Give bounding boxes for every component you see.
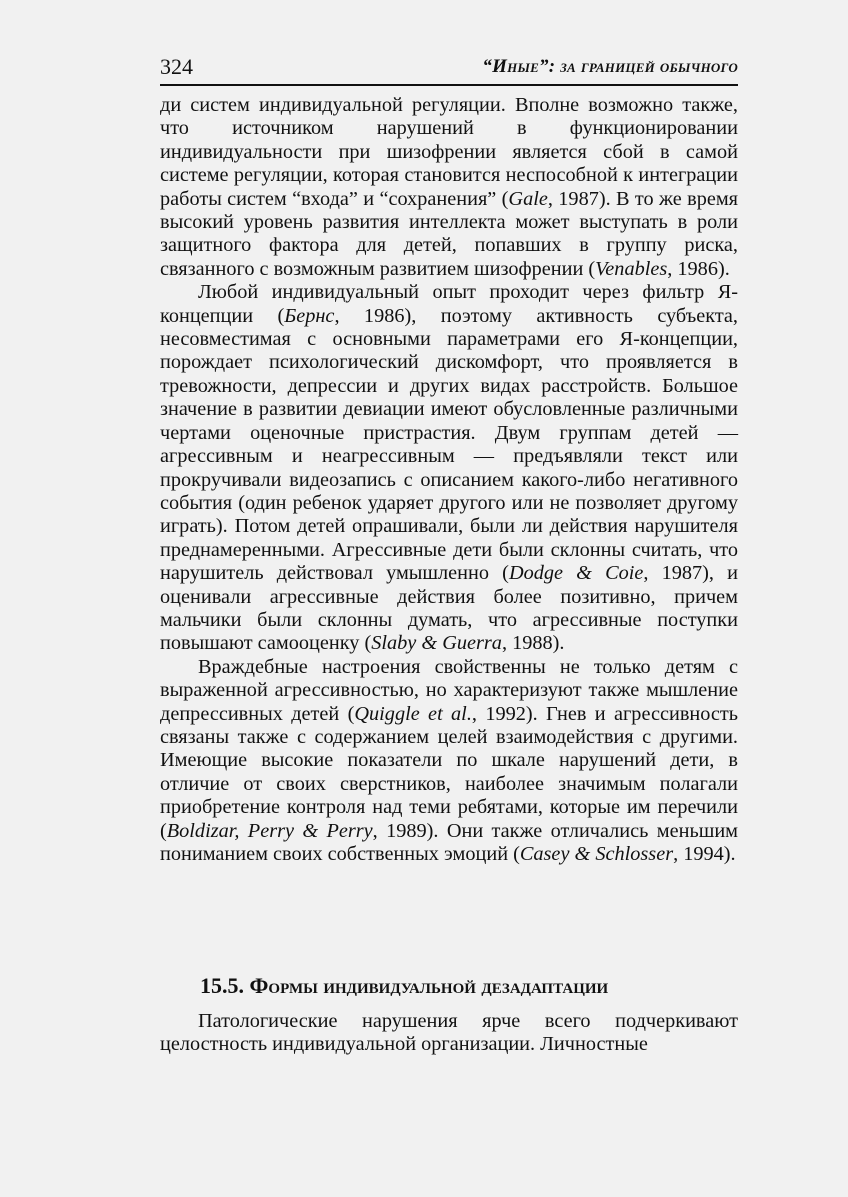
paragraph-1	[160, 94, 738, 281]
citation-author: Casey & Schlosser	[519, 843, 674, 865]
text-run: ди систем индивидуальной регуляции. Вполне возможно также, что источником нарушений в функционировании индивидуальности при шизофрении является сбой в самой системе регуляции, которая становится неспособной к интеграции работы систем “входа” и “сохранения” (	[160, 94, 738, 210]
citation-author: Dodge & Coie	[508, 562, 644, 585]
text-run: , 1994).	[673, 843, 736, 865]
paragraph-4: Патологические нарушения ярче всего подчеркивают целостность индивидуальной организации. Личностные	[160, 1010, 738, 1056]
citation-author: Бернс	[284, 304, 335, 327]
header-rule	[160, 84, 738, 86]
citation-author: Gale	[508, 187, 548, 210]
citation-author: Quiggle et al.	[354, 702, 472, 725]
text-run: Враждебные настроения свойственны не только детям с выраженной агрессивностью, но характеризуют также мышление депрессивных детей (	[160, 655, 738, 725]
text-run: , 1986).	[667, 257, 730, 280]
page-header	[160, 52, 738, 84]
text-run: , 1986), поэтому активность субъекта, несовместимая с основными параметрами его Я-концепции, порождает психологический дискомфорт, что проявляется в тревожности, депрессии и других видах расстройств. Большое значение в развитии девиации имеют обусловленные различными чертами оценочные пристрастия. Двум группам детей — агрессивным и неагрессивным — предъявляли текст или прокручивали видеозапись с описанием какого-либо негативного события (один ребенок ударяет другого или не позволяет другому играть). Потом детей опрашивали, были ли действия нарушителя преднамеренными. Агрессивные дети были склонны считать, что нарушитель действовал умышленно (	[160, 304, 738, 585]
text-run: , 1988).	[501, 632, 565, 655]
text-run: , 1992). Гнев и агрессивность связаны также с содержанием целей взаимодействия с другими. Имеющие высокие показатели по шкале нарушений дети, в отличие от своих сверстников, наиболее значимым полагали приобретение контроля над теми ребятами, которые им перечили (	[160, 702, 739, 842]
body-text	[160, 94, 738, 866]
tail-text	[160, 1010, 738, 1057]
running-title: “Иные”: за границей обычного	[482, 56, 738, 77]
text-run: , 1987), и оценивали агрессивные действия более позитивно, причем мальчики были склонны думать, что агрессивные поступки повышают самооценку (	[160, 562, 738, 655]
paragraph-2	[160, 281, 738, 656]
page-number: 324	[160, 54, 193, 79]
citation-author: Slaby & Guerra	[371, 632, 502, 655]
section-heading: 15.5. Формы индивидуальной дезадаптации	[200, 973, 609, 998]
text-run: Любой индивидуальный опыт проходит через фильтр Я-концепции (	[160, 281, 738, 327]
paragraph-3	[160, 656, 738, 867]
text-run: , 1989). Они также отличались меньшим пониманием своих собственных эмоций (	[160, 819, 739, 865]
citation-author: Boldizar, Perry & Perry	[166, 819, 373, 842]
text-run: , 1987). В то же время высокий уровень развития интеллекта может выступать в роли защитного фактора для детей, попавших в группу риска, связанного с возможным развитием шизофрении (	[160, 187, 738, 280]
citation-author: Venables	[595, 257, 668, 280]
